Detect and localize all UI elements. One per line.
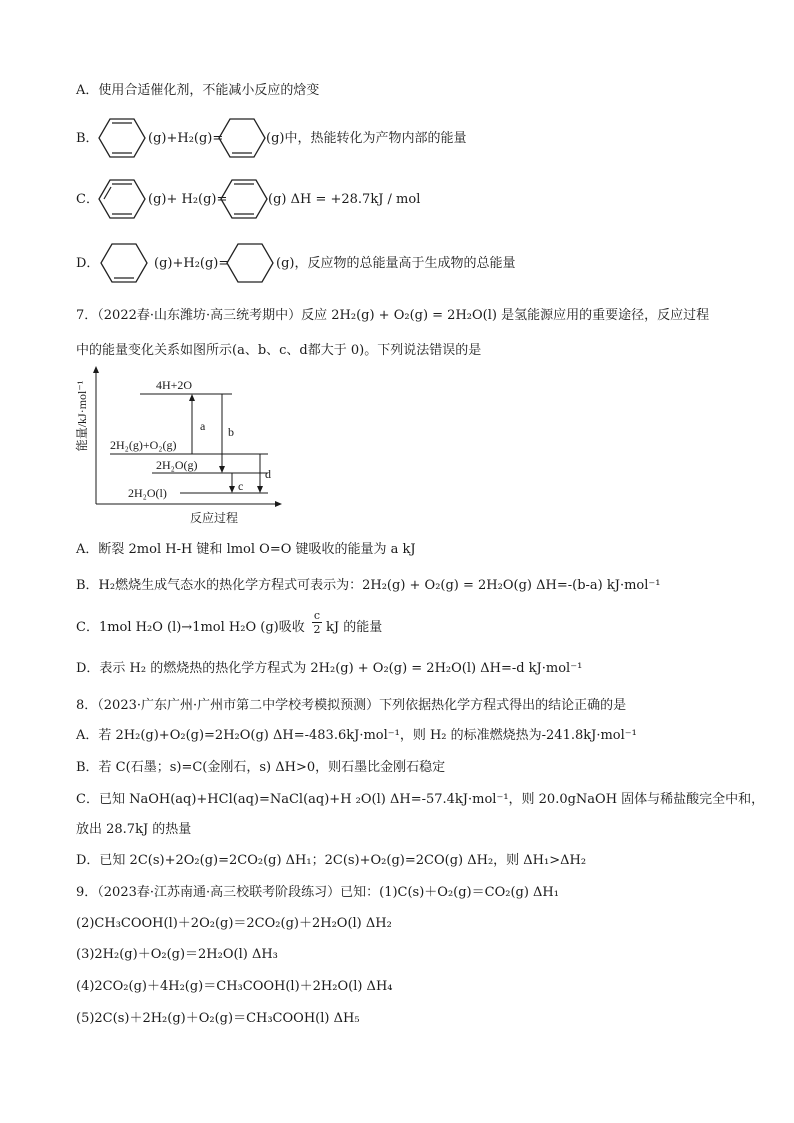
fraction-numerator: c <box>313 609 321 622</box>
cyclohexadiene-ring-icon <box>220 178 268 220</box>
q6-option-d-right: (g)，反应物的总能量高于生成物的总能量 <box>276 256 516 271</box>
q7-stem-line2: 中的能量变化关系如图所示(a、b、c、d都大于 0)。下列说法错误的是 <box>76 343 482 358</box>
level-top-label: 4H+2O <box>156 378 193 392</box>
q9-equation-5: (5)2C(s)＋2H₂(g)＋O₂(g)＝CH₃COOH(l) ΔH₅ <box>76 1011 360 1026</box>
q9-equation-2: (2)CH₃COOH(l)＋2O₂(g)＝2CO₂(g)＋2H₂O(l) ΔH₂ <box>76 916 392 931</box>
q6-option-d-mid: (g)+H₂(g)= <box>154 256 230 271</box>
q6-option-b-right: (g)中，热能转化为产物内部的能量 <box>266 131 467 146</box>
q7-stem-line1: 7．（2022春·山东潍坊·高三统考期中）反应 2H₂(g) + O₂(g) = 2H₂O(l) 是氢能源应用的重要途径，反应过程 <box>76 308 710 323</box>
q7-option-d: D．表示 H₂ 的燃烧热的热化学方程式为 2H₂(g) + O₂(g) = 2H₂O(l) ΔH=-d kJ·mol⁻¹ <box>76 661 583 676</box>
q6-option-b-label: B． <box>76 131 99 146</box>
fraction-denominator: 2 <box>313 623 321 636</box>
y-axis-label: 能量/kJ·mol⁻¹ <box>75 380 89 452</box>
cyclohexadiene-ring-icon <box>218 117 266 159</box>
level-liquid-water-label: 2H₂O(l) <box>128 486 167 500</box>
arrow-a-label: a <box>200 419 206 433</box>
level-reactants-label: 2H₂(g)+O₂(g) <box>110 438 177 452</box>
q6-option-b-mid: (g)+H₂(g)= <box>148 131 224 146</box>
q8-option-c-line2: 放出 28.7kJ 的热量 <box>76 822 192 837</box>
q8-stem: 8．（2023·广东广州·广州市第二中学校考模拟预测）下列依据热化学方程式得出的结论正确的是 <box>76 698 627 713</box>
q6-option-c-label: C． <box>76 192 99 207</box>
q6-option-a: A．使用合适催化剂，不能减小反应的焓变 <box>76 83 320 98</box>
arrow-b-label: b <box>228 425 234 439</box>
q6-option-c-right: (g) ΔH = +28.7kJ / mol <box>268 192 421 207</box>
q9-equation-3: (3)2H₂(g)＋O₂(g)＝2H₂O(l) ΔH₃ <box>76 947 278 962</box>
q6-option-c-mid: (g)+ H₂(g)= <box>148 192 228 207</box>
arrow-d-label: d <box>265 467 271 481</box>
q8-option-b: B．若 C(石墨；s)=C(金刚石，s) ΔH>0，则石墨比金刚石稳定 <box>76 760 446 775</box>
benzene-ring-icon <box>98 178 146 220</box>
level-gas-water-label: 2H₂O(g) <box>156 458 198 472</box>
q7-option-c-pre: C．1mol H₂O (l)→1mol H₂O (g)吸收 <box>76 620 305 635</box>
energy-level-diagram <box>75 366 290 528</box>
q9-stem: 9．（2023春·江苏南通·高三校联考阶段练习）已知：(1)C(s)＋O₂(g)＝CO₂(g) ΔH₁ <box>76 885 559 900</box>
q8-option-c-line1: C．已知 NaOH(aq)+HCl(aq)=NaCl(aq)+H ₂O(l) ΔH=-57.4kJ·mol⁻¹，则 20.0gNaOH 固体与稀盐酸完全中和， <box>76 792 765 807</box>
benzene-ring-icon <box>98 117 146 159</box>
cyclohexene-ring-icon <box>100 242 148 284</box>
x-axis-label: 反应过程 <box>189 511 239 525</box>
q7-option-a: A．断裂 2mol H-H 键和 lmol O=O 键吸收的能量为 a kJ <box>76 542 416 557</box>
q9-equation-4: (4)2CO₂(g)＋4H₂(g)＝CH₃COOH(l)＋2H₂O(l) ΔH₄ <box>76 979 393 994</box>
arrow-c-label: c <box>238 479 244 493</box>
cyclohexane-ring-icon <box>226 242 274 284</box>
q7-option-b: B．H₂燃烧生成气态水的热化学方程式可表示为：2H₂(g) + O₂(g) = 2H₂O(g) ΔH=-(b-a) kJ·mol⁻¹ <box>76 578 661 593</box>
q6-option-d-label: D． <box>76 256 100 271</box>
q7-option-c-fraction <box>312 609 322 636</box>
q8-option-a: A．若 2H₂(g)+O₂(g)=2H₂O(g) ΔH=-483.6kJ·mol⁻¹，则 H₂ 的标准燃烧热为-241.8kJ·mol⁻¹ <box>76 728 637 743</box>
q7-option-c-post: kJ 的能量 <box>326 620 383 635</box>
q8-option-d: D．已知 2C(s)+2O₂(g)=2CO₂(g) ΔH₁；2C(s)+O₂(g)=2CO(g) ΔH₂，则 ΔH₁>ΔH₂ <box>76 853 587 868</box>
